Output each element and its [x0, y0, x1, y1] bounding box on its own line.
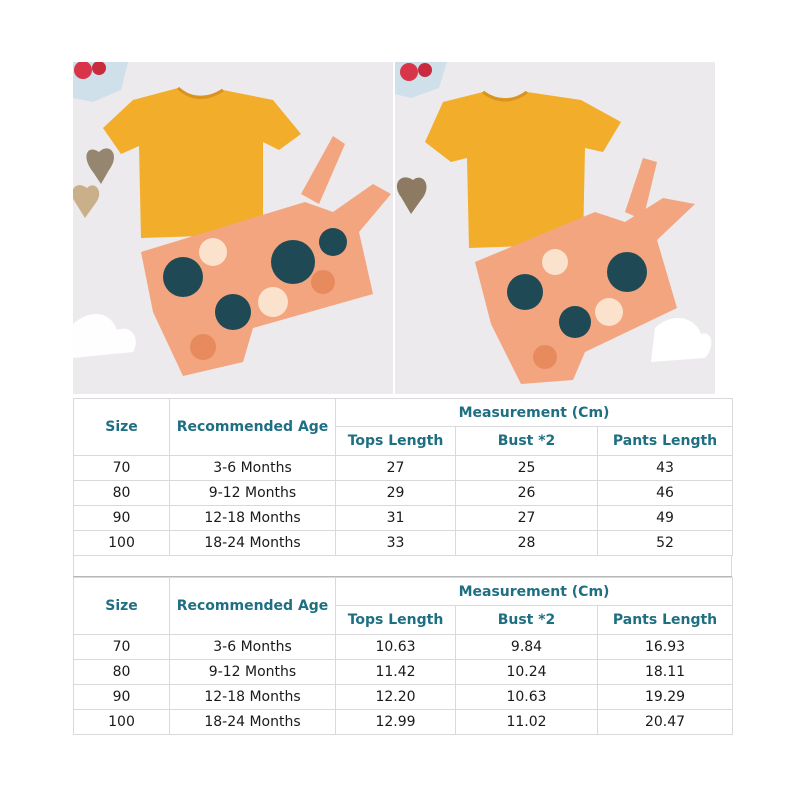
tops-length-cell: 29	[336, 481, 456, 506]
bust-cell: 9.84	[456, 635, 598, 660]
bust-cell: 27	[456, 506, 598, 531]
tops-length-cell: 27	[336, 456, 456, 481]
tops-length-header: Tops Length	[336, 427, 456, 456]
outfit-illustration	[73, 62, 393, 394]
tops-length-cell: 31	[336, 506, 456, 531]
pants-length-header: Pants Length	[598, 427, 733, 456]
size-cell: 70	[74, 635, 170, 660]
product-photo-right	[395, 62, 715, 394]
size-cell: 90	[74, 685, 170, 710]
pants-length-cell: 16.93	[598, 635, 733, 660]
bust-cell: 10.24	[456, 660, 598, 685]
age-header: Recommended Age	[170, 578, 336, 635]
measurement-header: Measurement (Cm)	[336, 578, 733, 606]
size-cell: 80	[74, 660, 170, 685]
bust-cell: 28	[456, 531, 598, 556]
bust-cell: 26	[456, 481, 598, 506]
pants-length-cell: 49	[598, 506, 733, 531]
size-header: Size	[74, 578, 170, 635]
size-cell: 90	[74, 506, 170, 531]
product-photo-left	[73, 62, 393, 394]
bust-header: Bust *2	[456, 606, 598, 635]
tops-length-cell: 12.99	[336, 710, 456, 735]
pants-length-cell: 46	[598, 481, 733, 506]
size-cell: 100	[74, 531, 170, 556]
age-header: Recommended Age	[170, 399, 336, 456]
age-cell: 18-24 Months	[170, 710, 336, 735]
bust-cell: 11.02	[456, 710, 598, 735]
bust-cell: 25	[456, 456, 598, 481]
table-row	[74, 685, 733, 710]
size-cell: 80	[74, 481, 170, 506]
pants-length-cell: 19.29	[598, 685, 733, 710]
measurement-header: Measurement (Cm)	[336, 399, 733, 427]
age-cell: 9-12 Months	[170, 660, 336, 685]
pants-length-header: Pants Length	[598, 606, 733, 635]
size-chart-inch	[73, 577, 733, 735]
pants-length-cell: 52	[598, 531, 733, 556]
bust-cell: 10.63	[456, 685, 598, 710]
age-cell: 3-6 Months	[170, 635, 336, 660]
pants-length-cell: 20.47	[598, 710, 733, 735]
table-row	[74, 456, 733, 481]
table-spacer	[73, 556, 732, 576]
age-cell: 12-18 Months	[170, 506, 336, 531]
table-row	[74, 710, 733, 735]
table-header-row	[74, 399, 733, 427]
age-cell: 9-12 Months	[170, 481, 336, 506]
table-row	[74, 531, 733, 556]
table-header-row	[74, 578, 733, 606]
table-row	[74, 481, 733, 506]
size-header: Size	[74, 399, 170, 456]
tops-length-cell: 33	[336, 531, 456, 556]
pants-length-cell: 43	[598, 456, 733, 481]
outfit-illustration	[395, 62, 715, 394]
pants-length-cell: 18.11	[598, 660, 733, 685]
table-row	[74, 660, 733, 685]
tops-length-cell: 11.42	[336, 660, 456, 685]
tops-length-cell: 10.63	[336, 635, 456, 660]
tops-length-header: Tops Length	[336, 606, 456, 635]
age-cell: 3-6 Months	[170, 456, 336, 481]
size-chart-cm	[73, 398, 733, 556]
size-cell: 100	[74, 710, 170, 735]
size-cell: 70	[74, 456, 170, 481]
age-cell: 12-18 Months	[170, 685, 336, 710]
tops-length-cell: 12.20	[336, 685, 456, 710]
age-cell: 18-24 Months	[170, 531, 336, 556]
table-row	[74, 635, 733, 660]
table-row	[74, 506, 733, 531]
bust-header: Bust *2	[456, 427, 598, 456]
